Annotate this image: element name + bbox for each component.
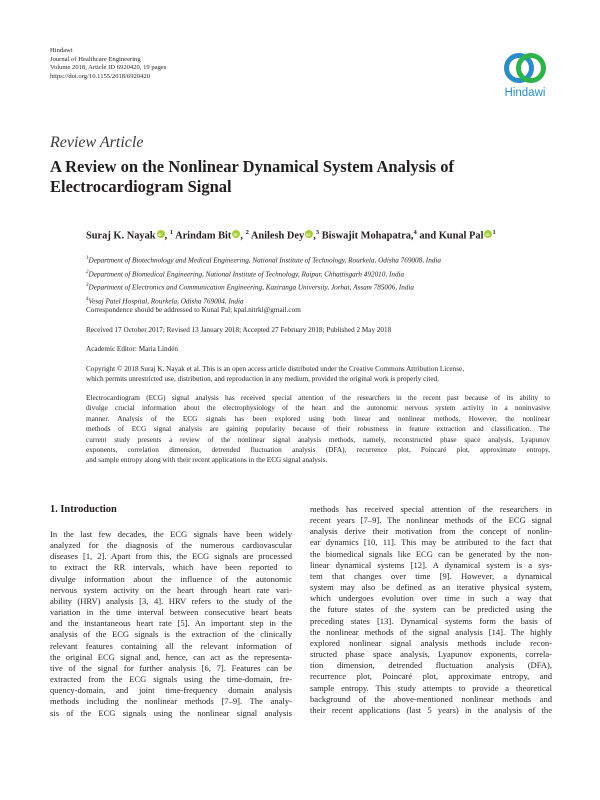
affiliation [86, 253, 441, 267]
journal-name: Journal of Healthcare Engineering [50, 55, 141, 63]
body-line: In the last few decades, the ECG signals have been widely [50, 529, 292, 539]
body-line: which undergoes evolution over time in such a way that [310, 593, 552, 604]
abstract-line: divulge crucial information about the electrophysiology of the heart and the autonomic nervous system activity in a noninvasive [86, 404, 550, 413]
body-line: methods has received special attention of the researchers in [310, 504, 552, 514]
affiliation-number: 1 [86, 256, 89, 261]
author-name[interactable]: Kunal Pal [438, 230, 484, 242]
body-line: analyzed for the diagnosis of the numerous cardiovascular [50, 540, 292, 551]
affiliation-number: 3 [86, 283, 89, 289]
body-line: system may also be defined as an iterative physical system, [310, 582, 552, 593]
author-separator: and [416, 230, 439, 242]
body-line: sis of the ECG signals using the nonlinear signal analysis [50, 707, 292, 718]
author-affil-sup: 3 [315, 229, 320, 236]
abstract [86, 393, 550, 466]
body-line: structed phase space analysis, Lyapunov exponents, correla- [310, 649, 552, 660]
abstract-line: Electrocardiogram (ECG) signal analysis has received special attention of the researchers in the recent past because of its ability to [86, 394, 550, 402]
affiliation [86, 267, 441, 281]
author-affil-sup: 4 [413, 229, 417, 236]
author-name[interactable]: Arindam Bit [175, 230, 232, 242]
hindawi-logo-icon [502, 50, 548, 86]
author-separator: , [164, 230, 170, 242]
orcid-icon[interactable] [484, 230, 492, 238]
author-name[interactable]: Suraj K. Nayak [86, 230, 156, 242]
affiliation-text: Department of Biotechnology and Medical Engineering, National Institute of Technology, Rourkela, Odisha 769008, India [88, 256, 441, 265]
body-line: divulge information about the influence of the autonomic [50, 573, 292, 584]
author-name[interactable]: Anilesh Dey [250, 230, 305, 242]
body-line: to extract the RR intervals, which have been reported to [50, 562, 292, 573]
body-line: the nonlinear methods of the signal analysis [14]. The highly [310, 626, 552, 637]
body-line: explored nonlinear signal analysis methods include recon- [310, 637, 552, 648]
body-line: ability (HRV) analysis [3, 4]. HRV refers to the study of the [50, 595, 292, 606]
affiliation-number: 4 [86, 296, 89, 302]
body-line: variation in the time interval between consecutive heart beats [50, 607, 292, 618]
abstract-line: exponents, correlation dimension, detrended fluctuation analysis (DFA), recurrence plot, Poincaré plot, approximate entropy, [86, 446, 550, 455]
title-line: Electrocardiogram Signal [50, 177, 232, 196]
correspondence: Correspondence should be addressed to Kunal Pal; kpal.nitrkl@gmail.com [86, 306, 301, 314]
body-line: relevant features containing all the relevant information of [50, 640, 292, 651]
affiliation-text: Department of Electronics and Communication Engineering, Kaziranga University, Jorhat, Assam 785006, India [88, 283, 414, 292]
affiliation-text: Department of Biomedical Engineering, National Institute of Technology, Raipur, Chhattisgarh 492010, India [88, 269, 405, 278]
body-line: tive of the signal for further analysis [6, 7]. Features can be [50, 662, 292, 673]
body-line: analysis of the ECG signals is the extraction of the clinically [50, 629, 292, 640]
affiliation-text: Vesaj Patel Hospital, Rourkela, Odisha 769004, India [88, 297, 244, 306]
copyright-line: which permits unrestricted use, distribution, and reproduction in any medium, provided the original work is properly cited. [86, 375, 439, 383]
body-line: methods including the nonlinear methods [7–9]. The analy- [50, 696, 292, 707]
body-line: the biomedical signals like ECG can be generated by the non- [310, 548, 552, 559]
author-list: Suraj K. NayakiD , $^1$ Arindam BitiD , $^2$ Anilesh DeyiD ,$^3$ Biswajit Mohapatra,$^4$ and Kunal PaliD $^1$ [86, 229, 496, 241]
author-name[interactable]: Biswajit Mohapatra [321, 230, 411, 242]
section-heading: 1. Introduction [50, 504, 117, 515]
author-affil-sup: 2 [245, 229, 249, 236]
body-line: nervous system activity on the heart through heart rate vari- [50, 584, 292, 595]
affiliation-number: 2 [86, 269, 89, 275]
body-line: quency-domain, and joint time-frequency domain analysis [50, 685, 292, 696]
body-line: analysis derive their motivation from the concept of nonlin- [310, 526, 552, 537]
logo-text: Hindawi [504, 87, 546, 99]
affiliations [86, 253, 441, 307]
body-line: tion dimension, detrended fluctuation analysis (DFA), [310, 660, 552, 671]
journal-meta [50, 47, 166, 81]
volume-line: Volume 2018, Article ID 6920420, 19 pages [50, 64, 167, 72]
body-line: extracted from the ECG signals using the time-domain, fre- [50, 674, 292, 685]
copyright-line: Copyright © 2018 Suraj K. Nayak et al. This is an open access article distributed under the Creative Commons Attribution License, [86, 365, 464, 373]
body-line: the original ECG signal and, hence, can act as the representa- [50, 651, 292, 662]
body-line: the future states of the system can be predicted using the [310, 604, 552, 615]
article-dates: Received 17 October 2017; Revised 13 January 2018; Accepted 27 February 2018; Published 2 May 2018 [86, 326, 392, 334]
abstract-line: methods of ECG signal analysis are gaining popularity because of their robustness in feature extraction and classification. The [86, 425, 550, 434]
title-line: A Review on the Nonlinear Dynamical System Analysis of [50, 157, 454, 176]
body-line: their recent applications (last 5 years) in the analysis of the [310, 704, 552, 715]
body-line: recurrence plot, Poincaré plot, approximate entropy, and [310, 671, 552, 682]
abstract-line: and sample entropy along with their recent applications in the ECG signal analysis. [86, 456, 328, 465]
author-separator: , [240, 230, 246, 242]
author-affil-sup: 1 [169, 229, 174, 236]
academic-editor: Academic Editor: Maria Lindén [86, 345, 179, 353]
body-column-right [310, 504, 552, 716]
body-line: diseases [1, 2]. Apart from this, the ECG signals are processed [50, 551, 292, 562]
body-line: and the instantaneous heart rate [5]. An important step in the [50, 618, 292, 629]
body-line: recent years [7–9]. The nonlinear methods of the ECG signal [310, 515, 552, 526]
abstract-line: current study presents a review of the nonlinear signal analysis methods, namely, reconstructed phase space analysis, Lyapunov [86, 435, 550, 444]
body-line: preceding states [13]. Dynamical systems form the basis of [310, 615, 552, 626]
body-line: background of the above-mentioned nonlinear methods and [310, 693, 552, 704]
orcid-icon[interactable] [157, 230, 165, 238]
abstract-line: manner. Analysis of the ECG signals has been explored using both linear and nonlinear methods. However, the nonlinear [86, 414, 550, 423]
publisher-name: Hindawi [50, 47, 73, 54]
body-line: linear dynamical systems [12]. A dynamical system is a sys- [310, 559, 552, 570]
affiliation [86, 280, 441, 294]
body-line: tem that changes over time [9]. However, a dynamical [310, 570, 552, 581]
hindawi-logo [494, 50, 556, 102]
body-line: ear dynamics [10, 11]. This may be attributed to the fact that [310, 537, 552, 548]
article-title [50, 157, 520, 197]
orcid-icon[interactable] [305, 230, 313, 238]
body-column-left [50, 529, 292, 719]
body-line: sample entropy. This study attempts to provide a theoretical [310, 682, 552, 693]
article-type: Review Article [50, 134, 144, 151]
author-affil-sup: 1 [492, 229, 496, 236]
doi-link[interactable]: https://doi.org/10.1155/2018/6920420 [50, 72, 151, 80]
